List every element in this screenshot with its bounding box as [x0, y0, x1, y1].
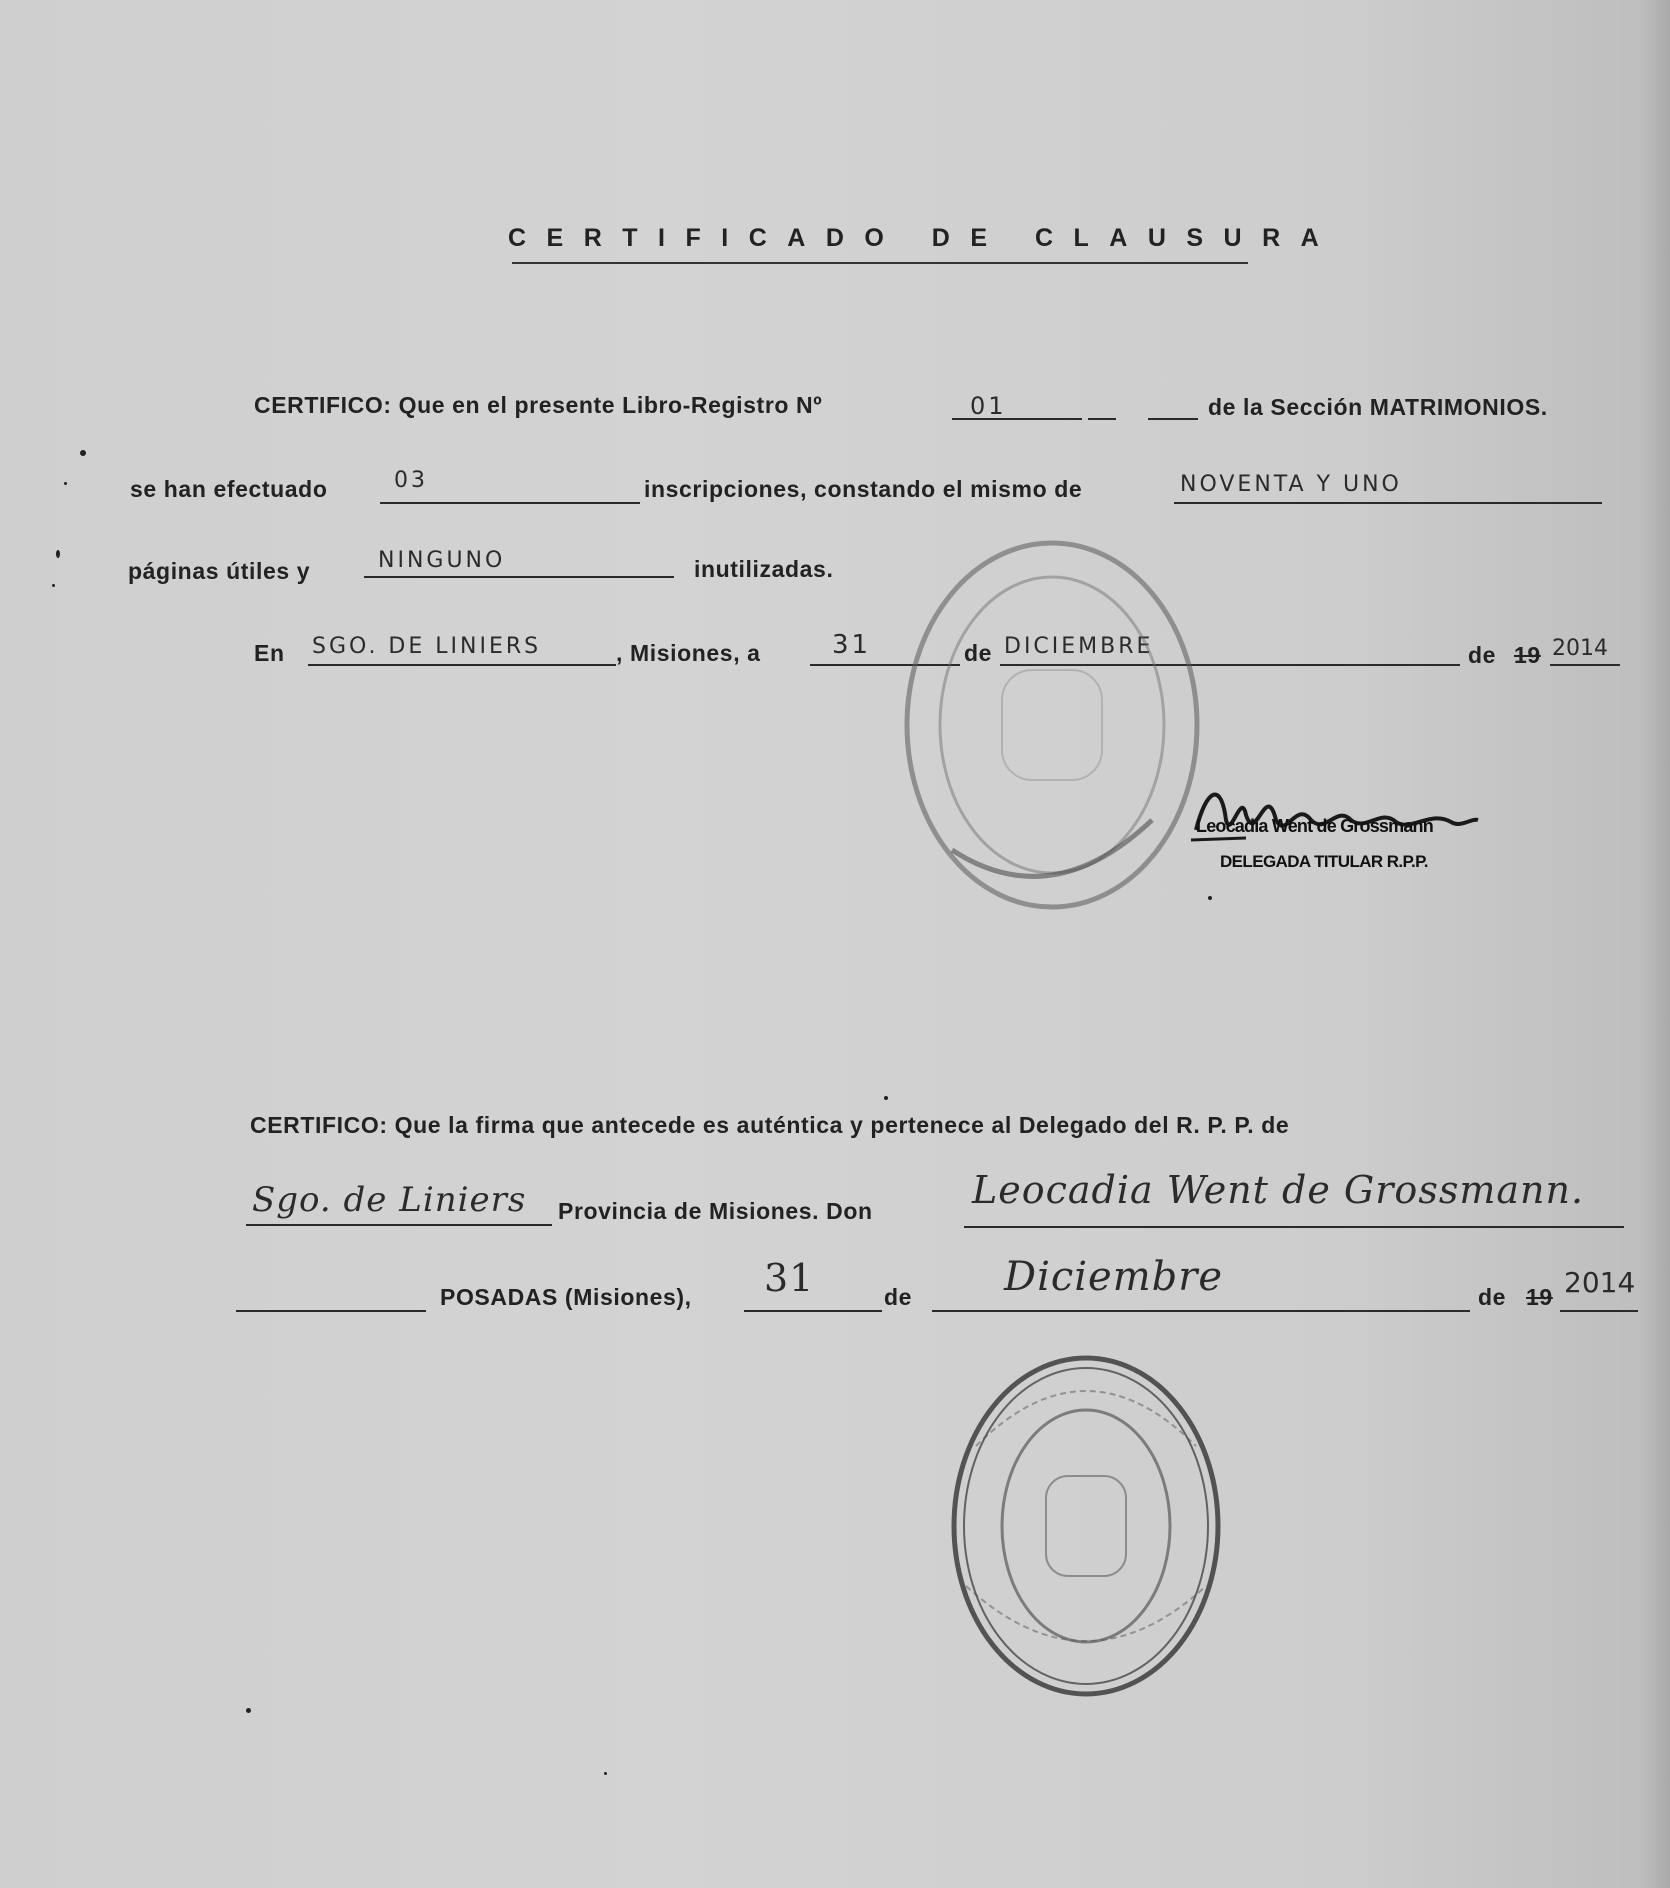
cert1-book-number: 01	[970, 392, 1007, 420]
cert1-month: DICIEMBRE	[1004, 634, 1154, 659]
paper-speck	[80, 450, 86, 456]
cert2-de: de	[884, 1284, 913, 1310]
cert1-line4-misiones: , Misiones, a	[616, 640, 761, 666]
document-title: CERTIFICADO DE CLAUSURA	[508, 224, 1340, 252]
paper-speck	[56, 550, 60, 558]
paper-edge-shadow	[1640, 0, 1670, 1888]
cert1-line1-suffix: de la Sección MATRIMONIOS.	[1208, 394, 1548, 420]
cert2-line1: CERTIFICO: Que la firma que antecede es auténtica y pertenece al Delegado del R. P. P. de	[250, 1112, 1290, 1138]
registry-seal-lower	[946, 1346, 1226, 1706]
cert2-place: Sgo. de Liniers	[252, 1180, 527, 1220]
cert1-line2-middle: inscripciones, constando el mismo de	[644, 476, 1083, 502]
cert2-blank-field	[236, 1280, 426, 1312]
cert1-useful-pages: NOVENTA Y UNO	[1180, 472, 1402, 497]
handwritten-signature-upper	[1186, 760, 1486, 860]
cert1-entry-count: 03	[394, 468, 428, 493]
signatory-role: DELEGADA TITULAR R.P.P.	[1220, 852, 1428, 871]
cert1-line3-prefix: páginas útiles y	[128, 558, 311, 584]
cert2-de2: de	[1478, 1284, 1507, 1310]
cert1-line3-suffix: inutilizadas.	[694, 556, 834, 582]
cert2-month: Diciembre	[1004, 1254, 1224, 1300]
cert1-day: 31	[832, 630, 872, 660]
cert2-year: 2014	[1564, 1266, 1636, 1299]
cert1-line4-de: de	[964, 640, 993, 666]
paper-speck	[884, 1096, 888, 1100]
registry-seal-upper	[892, 520, 1212, 920]
cert1-line1-prefix: CERTIFICO: Que en el presente Libro-Registro Nº	[254, 392, 823, 418]
signatory-name: Leocadia Went de Grossmann	[1196, 816, 1433, 836]
cert1-number-blank-2	[1148, 388, 1198, 420]
cert1-void-pages: NINGUNO	[378, 548, 506, 573]
cert1-place: SGO. DE LINIERS	[312, 634, 542, 659]
paper-speck	[64, 482, 67, 485]
cert1-line4-de2: de	[1468, 642, 1497, 668]
paper-speck	[246, 1708, 251, 1713]
cert1-line4-en: En	[254, 640, 285, 666]
cert1-line2-prefix: se han efectuado	[130, 476, 328, 502]
cert2-city: POSADAS (Misiones),	[440, 1284, 692, 1310]
cert2-year-prefix: 19	[1526, 1284, 1553, 1310]
cert2-delegate-name: Leocadia Went de Grossmann.	[972, 1168, 1585, 1212]
paper-speck	[52, 584, 55, 587]
cert1-year: 2014	[1552, 636, 1608, 661]
cert2-line2-middle: Provincia de Misiones. Don	[558, 1198, 873, 1224]
cert1-year-prefix: 19	[1514, 642, 1541, 668]
cert2-day: 31	[764, 1256, 815, 1300]
title-underline	[512, 262, 1248, 264]
paper-speck	[1208, 896, 1212, 900]
paper-speck	[604, 1772, 607, 1775]
cert1-number-blank	[1088, 388, 1116, 420]
